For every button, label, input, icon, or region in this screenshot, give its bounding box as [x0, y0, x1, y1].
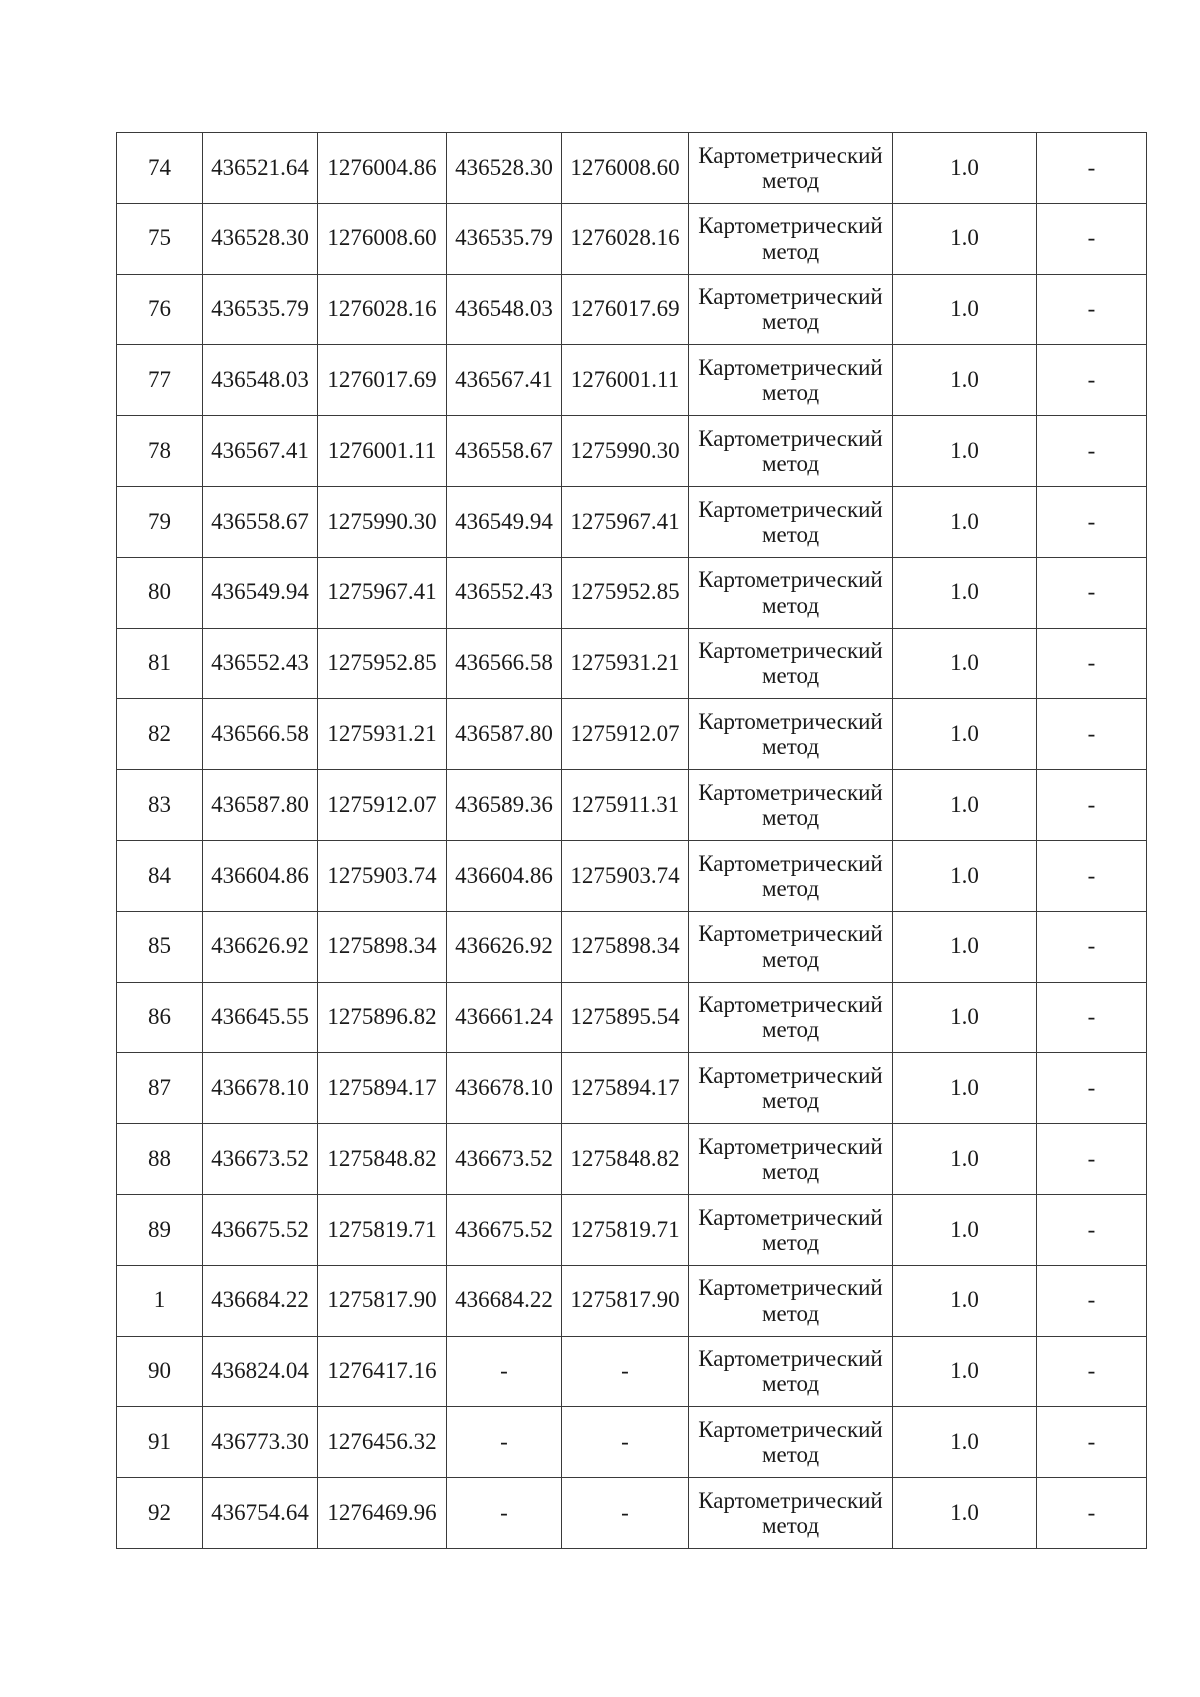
- method-label-line2: метод: [761, 1513, 820, 1539]
- x-start-cell: 436754.64: [203, 1478, 318, 1549]
- y-end-cell: 1275931.21: [562, 628, 689, 699]
- table-row: [117, 699, 1147, 770]
- table-row: [117, 416, 1147, 487]
- accuracy-cell: 1.0: [893, 203, 1037, 274]
- accuracy-cell: 1.0: [893, 1124, 1037, 1195]
- y-start-cell: 1275898.34: [318, 911, 447, 982]
- point-number-cell: 84: [117, 840, 203, 911]
- x-end-cell: -: [447, 1407, 562, 1478]
- table-row: [117, 982, 1147, 1053]
- method-label-line2: метод: [761, 805, 820, 831]
- point-number-cell: 86: [117, 982, 203, 1053]
- table-row: [117, 274, 1147, 345]
- note-cell: -: [1037, 840, 1147, 911]
- method-cell: [689, 203, 893, 274]
- table-row: [117, 1478, 1147, 1549]
- x-start-cell: 436567.41: [203, 416, 318, 487]
- method-cell: [689, 982, 893, 1053]
- method-label-line2: метод: [761, 1371, 820, 1397]
- accuracy-cell: 1.0: [893, 486, 1037, 557]
- method-label-line1: Картометрический: [698, 284, 883, 310]
- y-end-cell: 1275903.74: [562, 840, 689, 911]
- x-end-cell: 436673.52: [447, 1124, 562, 1195]
- method-cell: [689, 133, 893, 204]
- x-start-cell: 436528.30: [203, 203, 318, 274]
- accuracy-cell: 1.0: [893, 1265, 1037, 1336]
- accuracy-cell: 1.0: [893, 911, 1037, 982]
- y-start-cell: 1275817.90: [318, 1265, 447, 1336]
- method-label-line1: Картометрический: [698, 425, 883, 451]
- y-start-cell: 1276001.11: [318, 416, 447, 487]
- method-label-line1: Картометрический: [698, 638, 883, 664]
- method-label-line2: метод: [761, 1229, 820, 1255]
- table-row: [117, 770, 1147, 841]
- y-end-cell: 1276017.69: [562, 274, 689, 345]
- point-number-cell: 91: [117, 1407, 203, 1478]
- y-start-cell: 1275894.17: [318, 1053, 447, 1124]
- method-label-line2: метод: [761, 875, 820, 901]
- x-end-cell: 436549.94: [447, 486, 562, 557]
- method-cell: [689, 1336, 893, 1407]
- method-label-line2: метод: [761, 946, 820, 972]
- y-start-cell: 1275896.82: [318, 982, 447, 1053]
- method-cell: [689, 486, 893, 557]
- x-end-cell: 436566.58: [447, 628, 562, 699]
- accuracy-cell: 1.0: [893, 345, 1037, 416]
- y-start-cell: 1276417.16: [318, 1336, 447, 1407]
- x-start-cell: 436535.79: [203, 274, 318, 345]
- method-label-line1: Картометрический: [698, 921, 883, 947]
- table-row: [117, 1336, 1147, 1407]
- method-label-line2: метод: [761, 451, 820, 477]
- y-start-cell: 1276017.69: [318, 345, 447, 416]
- y-start-cell: 1275952.85: [318, 628, 447, 699]
- y-end-cell: 1276028.16: [562, 203, 689, 274]
- method-label-line2: метод: [761, 1159, 820, 1185]
- accuracy-cell: 1.0: [893, 982, 1037, 1053]
- y-end-cell: 1276008.60: [562, 133, 689, 204]
- x-end-cell: 436587.80: [447, 699, 562, 770]
- x-end-cell: 436528.30: [447, 133, 562, 204]
- method-label-line1: Картометрический: [698, 142, 883, 168]
- table-row: [117, 557, 1147, 628]
- point-number-cell: 89: [117, 1194, 203, 1265]
- y-start-cell: 1275848.82: [318, 1124, 447, 1195]
- x-start-cell: 436684.22: [203, 1265, 318, 1336]
- y-start-cell: 1275819.71: [318, 1194, 447, 1265]
- method-label-line1: Картометрический: [698, 708, 883, 734]
- accuracy-cell: 1.0: [893, 133, 1037, 204]
- table-row: [117, 345, 1147, 416]
- method-label-line2: метод: [761, 238, 820, 264]
- method-label-line1: Картометрический: [698, 992, 883, 1018]
- x-end-cell: 436548.03: [447, 274, 562, 345]
- point-number-cell: 85: [117, 911, 203, 982]
- table-row: [117, 1407, 1147, 1478]
- y-start-cell: 1275990.30: [318, 486, 447, 557]
- method-label-line2: метод: [761, 592, 820, 618]
- note-cell: -: [1037, 1478, 1147, 1549]
- x-end-cell: 436552.43: [447, 557, 562, 628]
- method-cell: [689, 274, 893, 345]
- y-end-cell: 1275990.30: [562, 416, 689, 487]
- table-row: [117, 203, 1147, 274]
- method-cell: [689, 1478, 893, 1549]
- method-label-line1: Картометрический: [698, 850, 883, 876]
- x-end-cell: 436675.52: [447, 1194, 562, 1265]
- method-cell: [689, 1053, 893, 1124]
- method-label-line1: Картометрический: [698, 779, 883, 805]
- method-cell: [689, 840, 893, 911]
- y-end-cell: 1275898.34: [562, 911, 689, 982]
- method-cell: [689, 699, 893, 770]
- y-start-cell: 1275912.07: [318, 770, 447, 841]
- y-end-cell: 1275817.90: [562, 1265, 689, 1336]
- x-end-cell: -: [447, 1336, 562, 1407]
- y-end-cell: -: [562, 1407, 689, 1478]
- y-end-cell: 1275912.07: [562, 699, 689, 770]
- table-row: [117, 1265, 1147, 1336]
- y-end-cell: 1275848.82: [562, 1124, 689, 1195]
- accuracy-cell: 1.0: [893, 1478, 1037, 1549]
- method-cell: [689, 1265, 893, 1336]
- x-end-cell: 436684.22: [447, 1265, 562, 1336]
- accuracy-cell: 1.0: [893, 416, 1037, 487]
- note-cell: -: [1037, 345, 1147, 416]
- x-start-cell: 436604.86: [203, 840, 318, 911]
- x-start-cell: 436678.10: [203, 1053, 318, 1124]
- point-number-cell: 77: [117, 345, 203, 416]
- note-cell: -: [1037, 1053, 1147, 1124]
- x-end-cell: 436558.67: [447, 416, 562, 487]
- method-cell: [689, 770, 893, 841]
- x-start-cell: 436673.52: [203, 1124, 318, 1195]
- method-cell: [689, 416, 893, 487]
- y-start-cell: 1276469.96: [318, 1478, 447, 1549]
- method-label-line2: метод: [761, 167, 820, 193]
- x-end-cell: 436535.79: [447, 203, 562, 274]
- method-label-line1: Картометрический: [698, 1487, 883, 1513]
- table-row: [117, 133, 1147, 204]
- x-start-cell: 436587.80: [203, 770, 318, 841]
- method-label-line2: метод: [761, 1017, 820, 1043]
- method-cell: [689, 1194, 893, 1265]
- accuracy-cell: 1.0: [893, 840, 1037, 911]
- y-end-cell: -: [562, 1336, 689, 1407]
- y-end-cell: -: [562, 1478, 689, 1549]
- note-cell: -: [1037, 1336, 1147, 1407]
- table-row: [117, 1053, 1147, 1124]
- table-row: [117, 1194, 1147, 1265]
- x-start-cell: 436566.58: [203, 699, 318, 770]
- table-row: [117, 628, 1147, 699]
- y-end-cell: 1275895.54: [562, 982, 689, 1053]
- y-start-cell: 1275967.41: [318, 557, 447, 628]
- point-number-cell: 78: [117, 416, 203, 487]
- point-number-cell: 92: [117, 1478, 203, 1549]
- x-start-cell: 436645.55: [203, 982, 318, 1053]
- method-label-line2: метод: [761, 521, 820, 547]
- y-end-cell: 1275911.31: [562, 770, 689, 841]
- note-cell: -: [1037, 911, 1147, 982]
- table-row: [117, 840, 1147, 911]
- y-end-cell: 1275819.71: [562, 1194, 689, 1265]
- x-end-cell: 436661.24: [447, 982, 562, 1053]
- point-number-cell: 82: [117, 699, 203, 770]
- y-end-cell: 1275894.17: [562, 1053, 689, 1124]
- x-start-cell: 436675.52: [203, 1194, 318, 1265]
- method-label-line2: метод: [761, 663, 820, 689]
- x-start-cell: 436824.04: [203, 1336, 318, 1407]
- x-end-cell: -: [447, 1478, 562, 1549]
- method-label-line1: Картометрический: [698, 1062, 883, 1088]
- method-label-line2: метод: [761, 1442, 820, 1468]
- point-number-cell: 88: [117, 1124, 203, 1195]
- point-number-cell: 87: [117, 1053, 203, 1124]
- note-cell: -: [1037, 1124, 1147, 1195]
- x-end-cell: 436678.10: [447, 1053, 562, 1124]
- method-cell: [689, 628, 893, 699]
- method-label-line2: метод: [761, 1300, 820, 1326]
- note-cell: -: [1037, 1407, 1147, 1478]
- note-cell: -: [1037, 557, 1147, 628]
- x-end-cell: 436604.86: [447, 840, 562, 911]
- point-number-cell: 83: [117, 770, 203, 841]
- note-cell: -: [1037, 628, 1147, 699]
- point-number-cell: 79: [117, 486, 203, 557]
- note-cell: -: [1037, 133, 1147, 204]
- method-label-line2: метод: [761, 734, 820, 760]
- method-cell: [689, 911, 893, 982]
- method-cell: [689, 1407, 893, 1478]
- y-start-cell: 1276028.16: [318, 274, 447, 345]
- note-cell: -: [1037, 274, 1147, 345]
- x-end-cell: 436567.41: [447, 345, 562, 416]
- x-start-cell: 436549.94: [203, 557, 318, 628]
- y-start-cell: 1276004.86: [318, 133, 447, 204]
- y-end-cell: 1275952.85: [562, 557, 689, 628]
- point-number-cell: 75: [117, 203, 203, 274]
- table-row: [117, 1124, 1147, 1195]
- y-start-cell: 1276456.32: [318, 1407, 447, 1478]
- note-cell: -: [1037, 416, 1147, 487]
- x-end-cell: 436589.36: [447, 770, 562, 841]
- note-cell: -: [1037, 486, 1147, 557]
- note-cell: -: [1037, 1265, 1147, 1336]
- x-start-cell: 436626.92: [203, 911, 318, 982]
- accuracy-cell: 1.0: [893, 1194, 1037, 1265]
- method-cell: [689, 557, 893, 628]
- accuracy-cell: 1.0: [893, 628, 1037, 699]
- y-end-cell: 1276001.11: [562, 345, 689, 416]
- method-cell: [689, 345, 893, 416]
- x-start-cell: 436558.67: [203, 486, 318, 557]
- accuracy-cell: 1.0: [893, 1407, 1037, 1478]
- note-cell: -: [1037, 699, 1147, 770]
- y-end-cell: 1275967.41: [562, 486, 689, 557]
- table-row: [117, 911, 1147, 982]
- accuracy-cell: 1.0: [893, 274, 1037, 345]
- point-number-cell: 81: [117, 628, 203, 699]
- x-start-cell: 436521.64: [203, 133, 318, 204]
- point-number-cell: 80: [117, 557, 203, 628]
- y-start-cell: 1276008.60: [318, 203, 447, 274]
- x-start-cell: 436548.03: [203, 345, 318, 416]
- accuracy-cell: 1.0: [893, 1053, 1037, 1124]
- note-cell: -: [1037, 770, 1147, 841]
- accuracy-cell: 1.0: [893, 557, 1037, 628]
- point-number-cell: 76: [117, 274, 203, 345]
- method-label-line1: Картометрический: [698, 354, 883, 380]
- point-number-cell: 1: [117, 1265, 203, 1336]
- method-label-line1: Картометрический: [698, 1346, 883, 1372]
- point-number-cell: 74: [117, 133, 203, 204]
- method-label-line1: Картометрический: [698, 1416, 883, 1442]
- note-cell: -: [1037, 1194, 1147, 1265]
- method-label-line1: Картометрический: [698, 1204, 883, 1230]
- coordinates-table: [116, 132, 1147, 1549]
- accuracy-cell: 1.0: [893, 699, 1037, 770]
- method-label-line1: Картометрический: [698, 213, 883, 239]
- x-start-cell: 436773.30: [203, 1407, 318, 1478]
- method-label-line2: метод: [761, 1088, 820, 1114]
- note-cell: -: [1037, 203, 1147, 274]
- x-end-cell: 436626.92: [447, 911, 562, 982]
- table-row: [117, 486, 1147, 557]
- accuracy-cell: 1.0: [893, 770, 1037, 841]
- method-label-line1: Картометрический: [698, 567, 883, 593]
- method-label-line1: Картометрический: [698, 496, 883, 522]
- y-start-cell: 1275931.21: [318, 699, 447, 770]
- point-number-cell: 90: [117, 1336, 203, 1407]
- method-label-line2: метод: [761, 309, 820, 335]
- method-label-line2: метод: [761, 380, 820, 406]
- accuracy-cell: 1.0: [893, 1336, 1037, 1407]
- method-label-line1: Картометрический: [698, 1133, 883, 1159]
- y-start-cell: 1275903.74: [318, 840, 447, 911]
- method-cell: [689, 1124, 893, 1195]
- method-label-line1: Картометрический: [698, 1275, 883, 1301]
- note-cell: -: [1037, 982, 1147, 1053]
- x-start-cell: 436552.43: [203, 628, 318, 699]
- table-body: [117, 133, 1147, 1549]
